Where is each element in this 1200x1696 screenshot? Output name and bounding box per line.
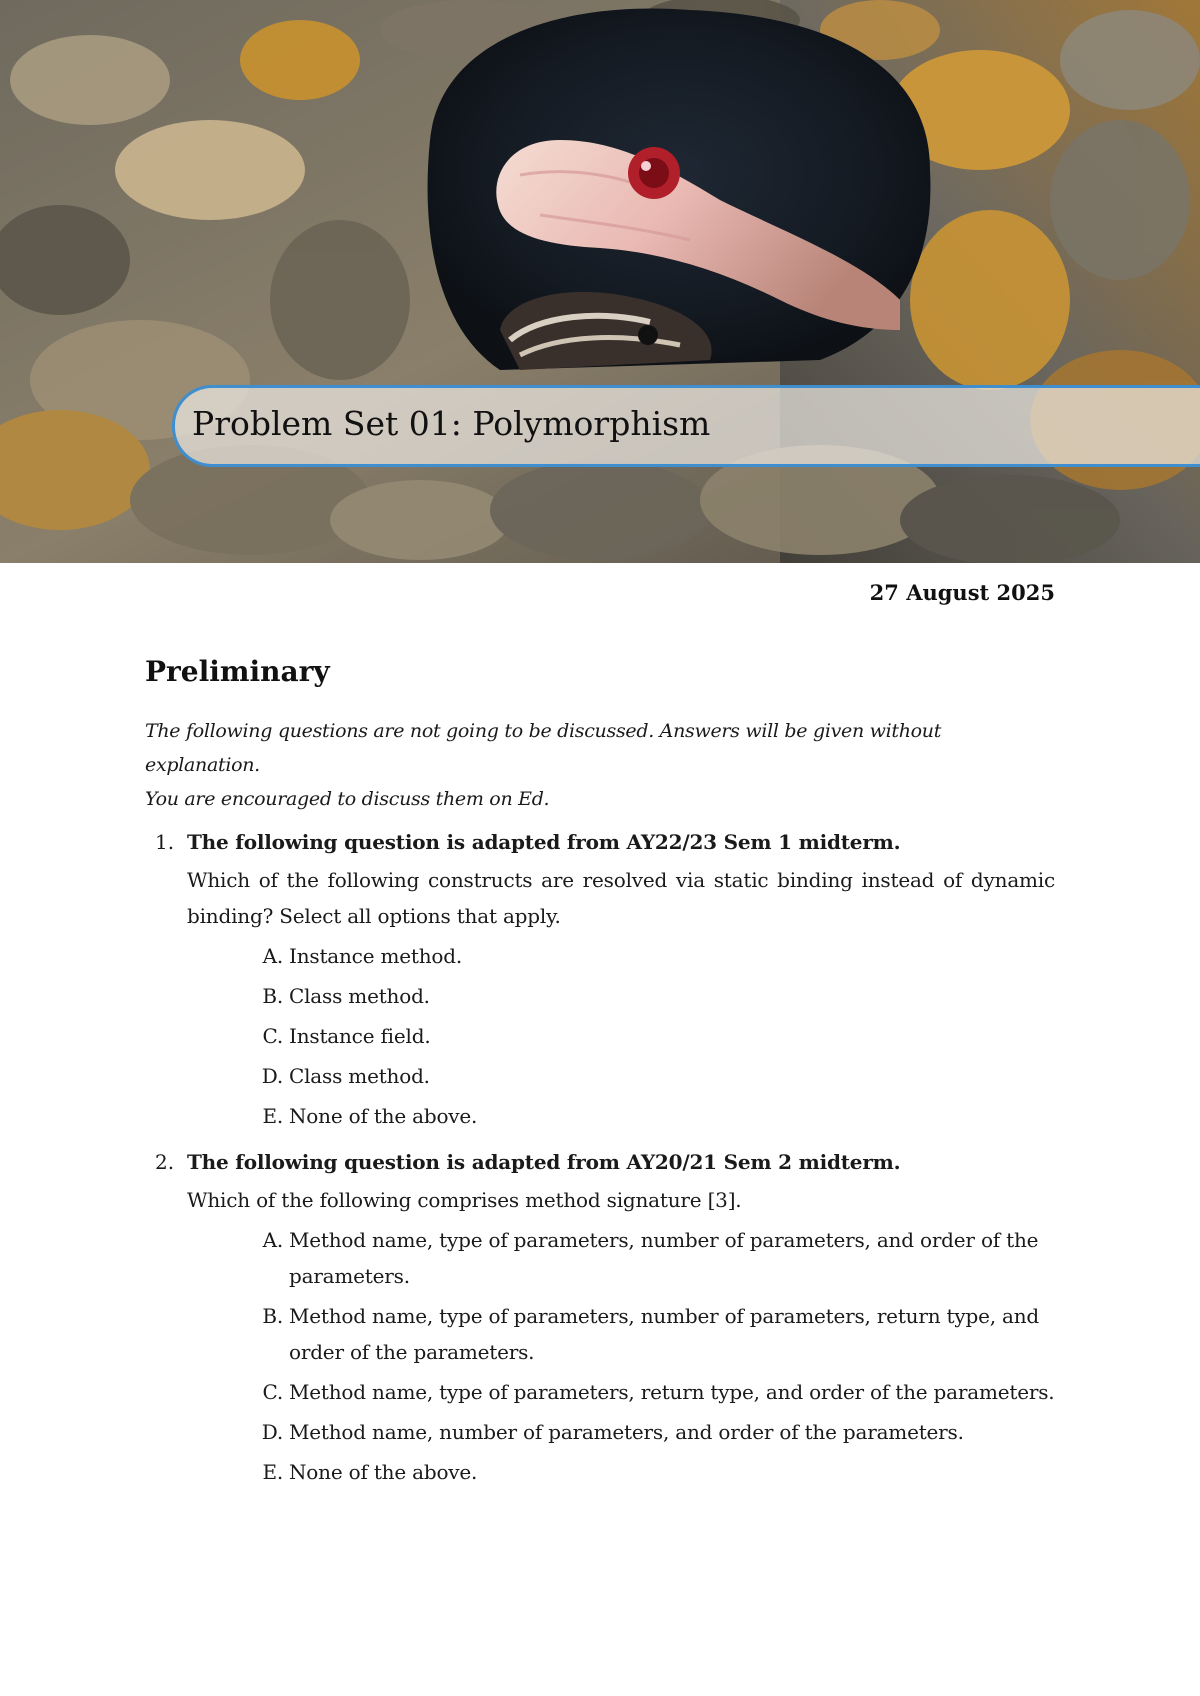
- option-list: [187, 1222, 1055, 1490]
- question-text: Which of the following constructs are resolved via static binding instead of dynamic binding? Select all options that apply.: [187, 868, 1055, 928]
- option-letter: C.: [262, 1380, 283, 1404]
- option-text: Class method.: [289, 984, 430, 1008]
- option-list: [187, 938, 1055, 1134]
- option-text: Method name, type of parameters, number of parameters, return type, and order of the parameters.: [289, 1304, 1040, 1364]
- option-d: [261, 1414, 1055, 1450]
- section-heading: Preliminary: [145, 655, 330, 688]
- option-letter: A.: [262, 1228, 283, 1252]
- option-b: [262, 1298, 1055, 1370]
- option-d: [261, 1058, 1055, 1094]
- question-2: [145, 1144, 1055, 1490]
- intro-line-2: You are encouraged to discuss them on Ed.: [145, 788, 550, 810]
- option-text: Instance field.: [289, 1024, 431, 1048]
- option-text: Instance method.: [289, 944, 463, 968]
- option-letter: B.: [262, 984, 283, 1008]
- question-heading: The following question is adapted from AY20/21 Sem 2 midterm.: [187, 1150, 901, 1174]
- question-text: Which of the following comprises method signature [3].: [187, 1188, 742, 1212]
- question-number: 1.: [155, 830, 175, 854]
- option-letter: E.: [262, 1104, 283, 1128]
- option-letter: D.: [261, 1420, 283, 1444]
- snake-photo: [0, 0, 1200, 563]
- option-b: [262, 978, 1055, 1014]
- option-a: [262, 1222, 1055, 1294]
- header-banner: [0, 0, 1200, 563]
- document-body: [145, 655, 1055, 1500]
- option-text: None of the above.: [289, 1460, 478, 1484]
- option-text: Method name, number of parameters, and order of the parameters.: [289, 1420, 964, 1444]
- option-c: [262, 1018, 1055, 1054]
- option-text: None of the above.: [289, 1104, 478, 1128]
- option-e: [262, 1098, 1055, 1134]
- document-title: Problem Set 01: Polymorphism: [192, 404, 711, 443]
- option-text: Method name, type of parameters, number of parameters, and order of the parameters.: [289, 1228, 1039, 1288]
- question-number: 2.: [155, 1150, 175, 1174]
- question-list: [145, 824, 1055, 1490]
- document-date: 27 August 2025: [869, 580, 1055, 605]
- option-a: [262, 938, 1055, 974]
- option-letter: E.: [262, 1460, 283, 1484]
- option-c: [262, 1374, 1055, 1410]
- section-intro: [145, 714, 1055, 816]
- question-1: [145, 824, 1055, 1134]
- option-letter: D.: [261, 1064, 283, 1088]
- option-text: Method name, type of parameters, return type, and order of the parameters.: [289, 1380, 1055, 1404]
- option-text: Class method.: [289, 1064, 430, 1088]
- option-letter: A.: [262, 944, 283, 968]
- option-e: [262, 1454, 1055, 1490]
- intro-line-1: The following questions are not going to be discussed. Answers will be given without explanation.: [145, 720, 942, 776]
- option-letter: B.: [262, 1304, 283, 1328]
- option-letter: C.: [262, 1024, 283, 1048]
- question-heading: The following question is adapted from AY22/23 Sem 1 midterm.: [187, 830, 901, 854]
